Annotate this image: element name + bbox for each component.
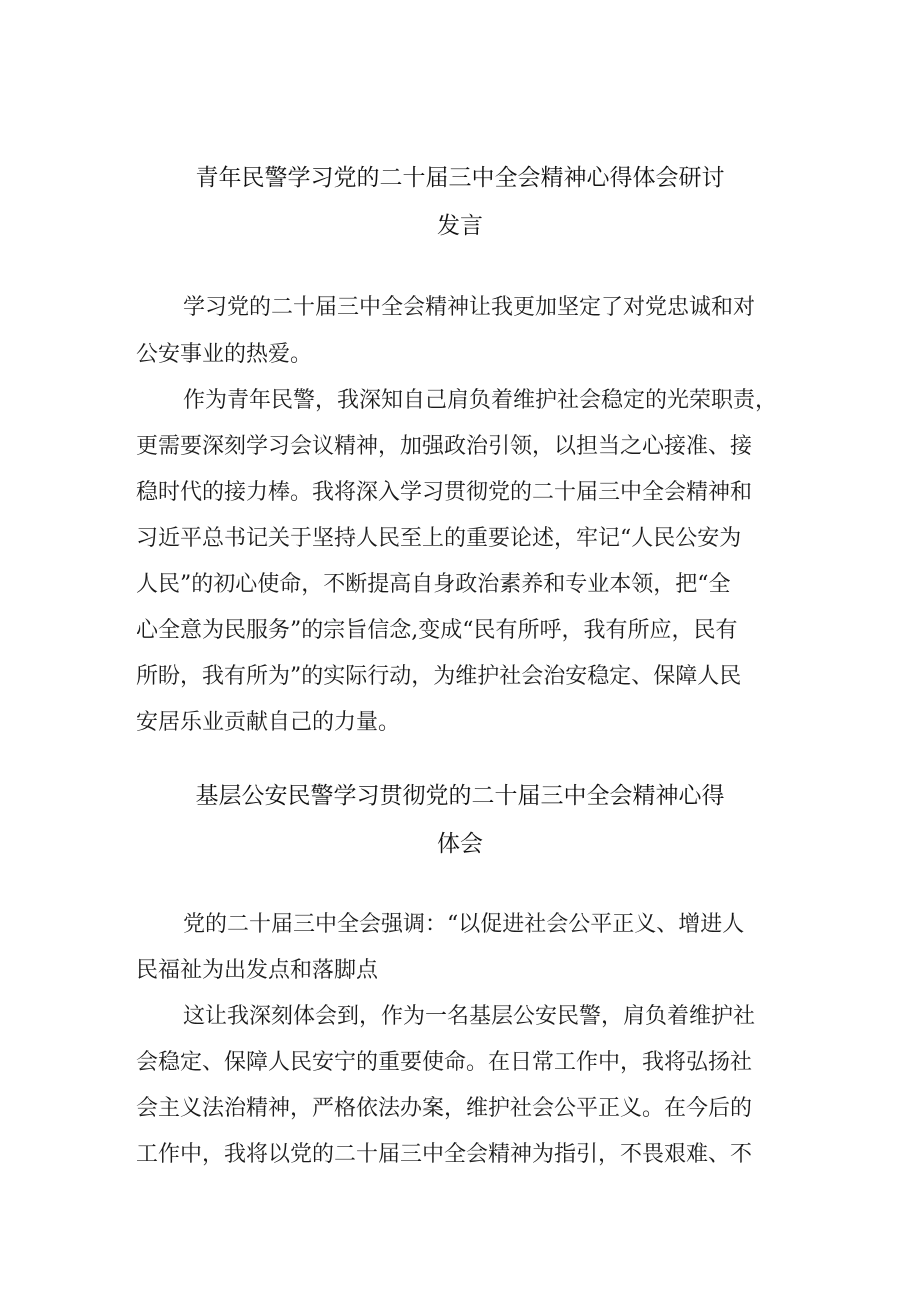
paragraph-line: 会主义法治精神，严格依法办案，维护社会公平正义。在今后的 — [136, 1096, 753, 1121]
section2-title — [0, 772, 920, 868]
paragraph-line: 稳时代的接力棒。我将深入学习贯彻党的二十届三中全会精神和 — [136, 480, 753, 505]
paragraph-line: 习近平总书记关于坚持人民至上的重要论述，牢记“人民公安为 — [136, 526, 742, 551]
paragraph-line: 公安事业的热爱。 — [136, 342, 313, 367]
paragraph-line: 作为青年民警，我深知自己肩负着维护社会稳定的光荣职责， — [183, 388, 778, 413]
section1-title — [0, 154, 920, 250]
section2-title-line1: 基层公安民警学习贯彻党的二十届三中全会精神心得 — [195, 783, 725, 809]
paragraph-line: 心全意为民服务”的宗旨信念,变成“民有所呼，我有所应，民有 — [136, 618, 738, 643]
paragraph-line: 这让我深刻体会到，作为一名基层公安民警，肩负着维护社 — [183, 1004, 756, 1029]
section1-title-line1: 青年民警学习党的二十届三中全会精神心得体会研讨 — [195, 165, 725, 191]
paragraph-line: 会稳定、保障人民安宁的重要使命。在日常工作中，我将弘扬社 — [136, 1050, 753, 1075]
paragraph-line: 民福祉为出发点和落脚点 — [136, 958, 379, 983]
paragraph-line: 所盼，我有所为”的实际行动，为维护社会治安稳定、保障人民 — [136, 664, 742, 689]
paragraph-line: 安居乐业贡献自己的力量。 — [136, 710, 401, 735]
paragraph-line: 党的二十届三中全会强调：“以促进社会公平正义、增进人 — [183, 912, 745, 937]
section1-title-line2: 发言 — [437, 213, 483, 239]
paragraph-line: 人民”的初心使命，不断提高自身政治素养和专业本领，把“全 — [136, 572, 731, 597]
paragraph-line: 工作中，我将以党的二十届三中全会精神为指引，不畏艰难、不 — [136, 1142, 753, 1167]
section2-title-line2: 体会 — [437, 831, 483, 857]
paragraph-line: 学习党的二十届三中全会精神让我更加坚定了对党忠诚和对 — [183, 295, 756, 320]
paragraph-line: 更需要深刻学习会议精神，加强政治引领，以担当之心接准、接 — [136, 434, 753, 459]
